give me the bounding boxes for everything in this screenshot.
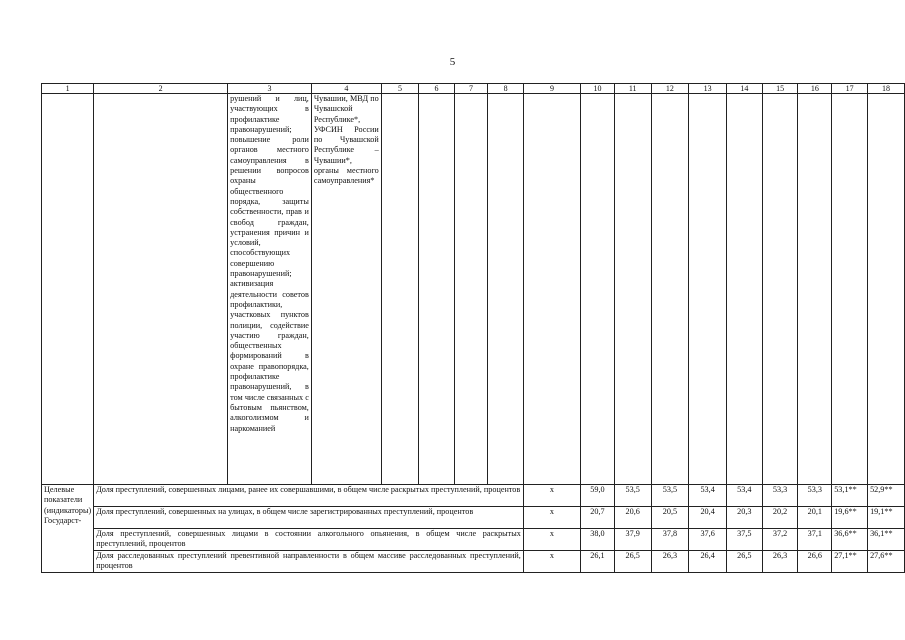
- indicator-value: 37,2: [762, 529, 798, 551]
- indicator-value: 37,6: [689, 529, 727, 551]
- indicator-value: 20,1: [798, 507, 832, 529]
- indicator-value: 20,6: [614, 507, 651, 529]
- indicator-row: [42, 529, 905, 551]
- col-header: 13: [689, 84, 727, 94]
- col-header: 17: [832, 84, 868, 94]
- indicator-text: Доля преступлений, совершенных на улицах, в общем числе зарегистрированных преступлений, процентов: [94, 507, 524, 529]
- indicator-value: 26,5: [726, 551, 762, 573]
- indicator-value: 37,8: [651, 529, 689, 551]
- indicator-value: 26,3: [651, 551, 689, 573]
- col-header: 12: [651, 84, 689, 94]
- col-header: 1: [42, 84, 94, 94]
- indicator-value: 38,0: [581, 529, 615, 551]
- empty-cell: [868, 94, 905, 485]
- measures-description: рушений и лиц, участвующих в профилактике правонарушений; повышение роли органов местного самоуправления в решении вопросов охраны общественного порядка, защиты собственности, прав и свобод граждан, устранения причин и условий, способствующих совершению правонарушений; активизация деятельности советов профилактики, участковых пунктов полиции, содействие участию граждан, общественных формирований в охране правопорядка, профилактике правонарушений, в том числе связанных с бытовым пьянством, алкоголизмом и наркоманией: [228, 94, 312, 485]
- indicator-value: 20,5: [651, 507, 689, 529]
- empty-cell: [726, 94, 762, 485]
- indicator-value: 20,7: [581, 507, 615, 529]
- indicator-row: [42, 551, 905, 573]
- col-header: 15: [762, 84, 798, 94]
- empty-cell: [488, 94, 524, 485]
- col-header: 7: [454, 84, 488, 94]
- indicator-value: 26,5: [614, 551, 651, 573]
- indicator-value: 53,4: [689, 485, 727, 507]
- indicator-row: [42, 507, 905, 529]
- empty-cell: [614, 94, 651, 485]
- indicator-value: 20,4: [689, 507, 727, 529]
- indicator-value: 37,5: [726, 529, 762, 551]
- header-row: [42, 84, 905, 94]
- indicator-x: x: [523, 485, 580, 507]
- measures-row: [42, 94, 905, 485]
- col-header: 2: [94, 84, 228, 94]
- indicator-value: 52,9**: [868, 485, 905, 507]
- indicator-x: x: [523, 529, 580, 551]
- indicator-value: 27,6**: [868, 551, 905, 573]
- indicator-value: 59,0: [581, 485, 615, 507]
- program-table: [41, 83, 905, 573]
- col-header: 6: [419, 84, 455, 94]
- indicator-text: Доля преступлений, совершенных лицами, ранее их совершавшими, в общем числе раскрытых преступлений, процентов: [94, 485, 524, 507]
- indicator-value: 53,1**: [832, 485, 868, 507]
- col-header: 9: [523, 84, 580, 94]
- indicator-value: 36,6**: [832, 529, 868, 551]
- col-header: 14: [726, 84, 762, 94]
- indicator-value: 26,6: [798, 551, 832, 573]
- indicator-text: Доля расследованных преступлений превентивной направленности в общем массиве расследованных преступлений, процентов: [94, 551, 524, 573]
- indicator-value: 19,6**: [832, 507, 868, 529]
- empty-cell: [381, 94, 418, 485]
- indicator-row: [42, 485, 905, 507]
- empty-cell: [523, 94, 580, 485]
- empty-cell: [419, 94, 455, 485]
- empty-cell: [581, 94, 615, 485]
- empty-cell: [94, 94, 228, 485]
- indicator-value: 53,4: [726, 485, 762, 507]
- indicator-value: 37,9: [614, 529, 651, 551]
- indicator-value: 53,3: [798, 485, 832, 507]
- col-header: 4: [311, 84, 381, 94]
- empty-cell: [42, 94, 94, 485]
- indicator-value: 20,3: [726, 507, 762, 529]
- indicator-text: Доля преступлений, совершенных лицами в состоянии алкогольного опьянения, в общем числе раскрытых преступлений, процентов: [94, 529, 524, 551]
- indicator-value: 27,1**: [832, 551, 868, 573]
- col-header: 3: [228, 84, 312, 94]
- indicator-value: 26,1: [581, 551, 615, 573]
- indicator-value: 53,5: [651, 485, 689, 507]
- empty-cell: [651, 94, 689, 485]
- col-header: 18: [868, 84, 905, 94]
- indicator-value: 26,4: [689, 551, 727, 573]
- page-number: 5: [449, 56, 456, 68]
- indicator-value: 19,1**: [868, 507, 905, 529]
- target-indicators-label: Целевые показатели (индикаторы) Государст-: [42, 485, 94, 573]
- col-header: 5: [381, 84, 418, 94]
- col-header: 10: [581, 84, 615, 94]
- empty-cell: [798, 94, 832, 485]
- indicator-x: x: [523, 507, 580, 529]
- empty-cell: [689, 94, 727, 485]
- indicator-value: 53,3: [762, 485, 798, 507]
- indicator-value: 36,1**: [868, 529, 905, 551]
- indicator-value: 53,5: [614, 485, 651, 507]
- responsible-executors: Чувашии, МВД по Чувашской Республике*, УФСИН России по Чувашской Республике – Чувашии*, органы местного самоуправления*: [311, 94, 381, 485]
- col-header: 11: [614, 84, 651, 94]
- empty-cell: [762, 94, 798, 485]
- indicator-value: 20,2: [762, 507, 798, 529]
- empty-cell: [454, 94, 488, 485]
- empty-cell: [832, 94, 868, 485]
- indicator-value: 37,1: [798, 529, 832, 551]
- col-header: 8: [488, 84, 524, 94]
- indicator-x: x: [523, 551, 580, 573]
- indicator-value: 26,3: [762, 551, 798, 573]
- col-header: 16: [798, 84, 832, 94]
